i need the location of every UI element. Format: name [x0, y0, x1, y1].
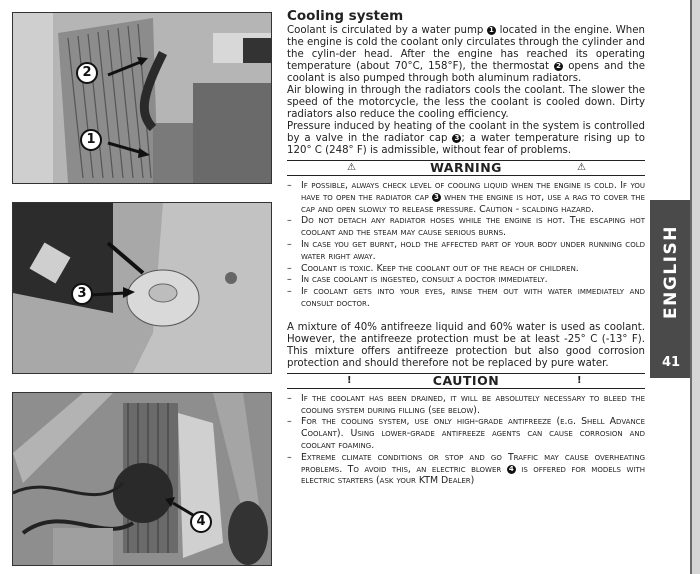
dash: – — [287, 392, 292, 404]
callout-thermostat: 2 — [76, 62, 98, 84]
warning-item — [287, 274, 645, 286]
callout-electric-blower: 4 — [190, 511, 212, 533]
warning-heading: WARNING — [430, 160, 502, 175]
text: is offered for models with electric starters (ask your KTM Dealer) — [301, 463, 646, 487]
intro-paragraph-3 — [287, 121, 645, 157]
dash: – — [287, 238, 292, 250]
caution-heading-bar — [287, 373, 645, 389]
dash: – — [287, 274, 292, 286]
text: opens and the coolant is also pumped through both aluminum radiators. — [287, 61, 645, 84]
text: when the engine is hot, use a rag to cover the cap and open slowly to release pressure. Caution - scalding hazard. — [301, 191, 645, 215]
warning-list — [287, 180, 645, 310]
mixture-paragraph: A mixture of 40% antifreeze liquid and 60% water is used as coolant. However, the antifreeze protection must be at least -25° C (-13° F). This mixture offers antifreeze protection but also good corrosion protection and should therefore not be replaced by pure water. — [287, 321, 645, 369]
warning-item — [287, 239, 645, 263]
language-label: ENGLISH — [661, 225, 681, 319]
caution-heading: CAUTION — [432, 372, 500, 388]
warning-triangle-icon: ⚠ — [347, 162, 357, 173]
warning-triangle-icon: ⚠ — [577, 162, 587, 173]
callout-water-pump: 1 — [80, 129, 102, 151]
text: Coolant is toxic. Keep the coolant out of the reach of children. — [301, 262, 579, 274]
language-tab — [650, 200, 692, 378]
text: If the coolant has been drained, it will be absolutely necessary to bleed the cooling system during filling (see below). — [301, 392, 645, 416]
caution-list — [287, 393, 645, 487]
warning-item — [287, 180, 645, 215]
ref-number-3: 3 — [452, 134, 461, 143]
radiator-illustration — [13, 13, 271, 183]
text-column — [287, 8, 645, 487]
text: For the cooling system, use only high-grade antifreeze (e.g. Shell Advance Coolant). Using lower-grade antifreeze agents can cause corrosion and coolant foaming. — [301, 416, 645, 451]
ref-number-1: 1 — [487, 26, 496, 35]
ref-number-4: 4 — [507, 465, 516, 474]
text: In case you get burnt, hold the affected part of your body under running cold water right away. — [301, 238, 645, 262]
exclamation-icon: ! — [577, 374, 583, 386]
warning-item — [287, 215, 645, 239]
intro-paragraph-2: Air blowing in through the radiators cools the coolant. The slower the speed of the motorcycle, the less the coolant is cooled down. Dirty radiators also reduce the cooling efficiency. — [287, 85, 645, 120]
exclamation-icon: ! — [347, 374, 353, 386]
text: If coolant gets into your eyes, rinse them out with water immediately and consult doctor. — [301, 286, 645, 309]
text: ; a water temperature rising up to 120° C (248° F) is admissible, without fear of problems. — [287, 133, 645, 156]
caution-item — [287, 393, 645, 417]
warning-item — [287, 263, 645, 275]
callout-radiator-cap: 3 — [71, 283, 93, 305]
dash: – — [287, 262, 292, 274]
dash: – — [287, 416, 292, 428]
text: Pressure induced by heating of the coolant in the system is controlled by a valve in the radiator cap — [287, 121, 645, 144]
text: Do not detach any radiator hoses while the engine is hot. The escaping hot coolant and the steam may cause serious burns. — [301, 215, 645, 239]
text: Coolant is circulated by a water pump — [287, 25, 487, 36]
intro-paragraph-1 — [287, 25, 645, 85]
radiator-cap-illustration — [13, 203, 271, 373]
ref-number-2: 2 — [554, 62, 563, 71]
electric-blower-photo — [12, 392, 272, 566]
text: In case coolant is ingested, consult a doctor immediately. — [301, 274, 548, 286]
electric-blower-illustration — [13, 393, 271, 565]
ref-number-3: 3 — [432, 193, 441, 202]
radiator-photo — [12, 12, 272, 184]
caution-item — [287, 416, 645, 451]
warning-item — [287, 286, 645, 310]
dash: – — [287, 286, 292, 298]
text: located in the engine. When the engine is cold the coolant only circulates through the cylinder and the cylin-der head. After the engine has reached its operating temperature (about 70°C, 158°F), the thermostat — [287, 25, 645, 72]
dash: – — [287, 180, 292, 191]
page-number: 41 — [661, 355, 681, 370]
text: If possible, always check level of cooling liquid when the engine is cold. If you have to open the radiator cap — [301, 180, 645, 203]
caution-item — [287, 452, 645, 487]
dash: – — [287, 215, 292, 227]
text: Extreme climate conditions or stop and go Traffic may cause overheating problems. To avoid this, an electric blower — [301, 451, 645, 475]
warning-heading-bar — [287, 160, 645, 176]
dash: – — [287, 451, 292, 463]
radiator-cap-photo — [12, 202, 272, 374]
section-title: Cooling system — [287, 8, 404, 24]
